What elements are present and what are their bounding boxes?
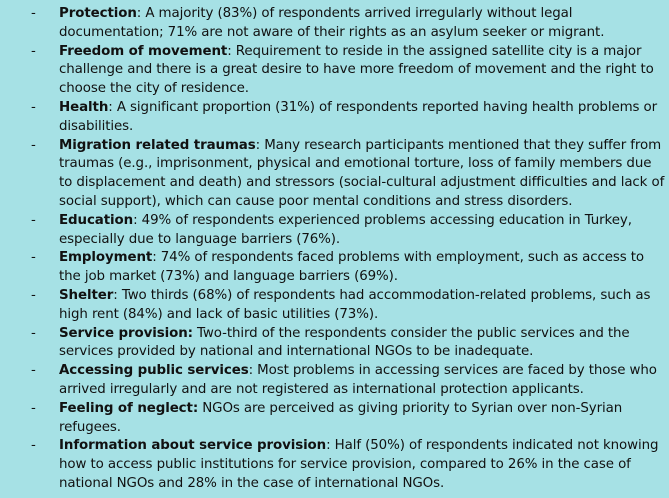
item-term: Migration related traumas (59, 137, 256, 153)
list-item-migration-related-traumas (0, 137, 669, 212)
findings-list (0, 5, 669, 494)
item-separator: : (227, 43, 232, 59)
item-text: A majority (83%) of respondents arrived irregularly without legal documentation; 71% are not aware of their rights as an asylum seeker or migrant. (59, 6, 605, 40)
item-separator: : (136, 6, 142, 21)
list-item-employment (0, 249, 669, 287)
item-text: Two-third of the respondents consider the public services and the services provided by national and international NGOs to be inadequate. (59, 325, 630, 360)
bullet-dash: - (31, 212, 36, 228)
item-text: Two thirds (68%) of respondents had accommodation-related problems, such as high rent (84%) and lack of basic utilities (73%). (59, 287, 651, 322)
item-separator: : (326, 438, 331, 454)
bullet-dash: - (31, 250, 36, 266)
item-term: Information about service provision (59, 438, 327, 454)
item-text: NGOs are perceived as giving priority to Syrian over non-Syrian refugees. (59, 400, 623, 435)
list-item-information-about-service-provision (0, 437, 669, 493)
item-separator: : (152, 250, 157, 266)
item-separator: : (108, 99, 113, 115)
list-item-shelter (0, 287, 669, 325)
bullet-dash: - (31, 287, 36, 303)
list-item-accessing-public-services (0, 362, 669, 400)
item-term: Education (59, 212, 134, 228)
item-text: 49% of respondents experienced problems accessing education in Turkey, especially due to language barriers (76%). (59, 212, 632, 247)
bullet-dash: - (31, 325, 36, 341)
list-item-health (0, 99, 669, 137)
bullet-dash: - (31, 438, 36, 454)
item-term: Employment (59, 250, 153, 266)
bullet-dash: - (31, 99, 36, 115)
item-term: Shelter (59, 287, 114, 303)
item-separator: : (113, 287, 118, 303)
item-term: Freedom of movement (59, 43, 228, 59)
item-term: Service provision: (59, 325, 193, 341)
list-item-freedom-of-movement (0, 43, 669, 99)
item-separator: : (133, 212, 138, 228)
item-term: Protection (59, 6, 137, 21)
list-item-service-provision (0, 325, 669, 363)
item-text: Half (50%) of respondents indicated not knowing how to access public institutions for service provision, compared to 26% in the case of national NGOs and 28% in the case of international NGOs. (59, 438, 659, 491)
item-term: Accessing public services (59, 363, 249, 379)
list-item-protection (0, 5, 669, 43)
bullet-dash: - (31, 43, 36, 59)
bullet-dash: - (31, 6, 36, 21)
item-text: 74% of respondents faced problems with employment, such as access to the job market (73%) and language barriers (69%). (59, 250, 645, 285)
list-item-education (0, 212, 669, 250)
bullet-dash: - (31, 137, 36, 153)
item-term: Feeling of neglect: (59, 400, 199, 416)
item-text: Many research participants mentioned that they suffer from traumas (e.g., imprisonment, physical and emotional torture, loss of family members due to displacement and death) and stressors (social-cultural adjustment difficulties and lack of social support), which can cause poor mental conditions and stress disorders. (59, 137, 665, 209)
item-text: Requirement to reside in the assigned satellite city is a major challenge and there is a great desire to have more freedom of movement and the right to choose the city of residence. (59, 43, 654, 97)
item-text: A significant proportion (31%) of respondents reported having health problems or disabilities. (59, 99, 658, 134)
item-separator: : (255, 137, 261, 153)
item-term: Health (59, 99, 109, 115)
item-separator: : (248, 363, 254, 379)
bullet-dash: - (31, 363, 36, 379)
bullet-dash: - (31, 400, 36, 416)
list-item-feeling-of-neglect (0, 400, 669, 438)
item-text: Most problems in accessing services are faced by those who arrived irregularly and are not registered as international protection applicants. (59, 363, 657, 397)
